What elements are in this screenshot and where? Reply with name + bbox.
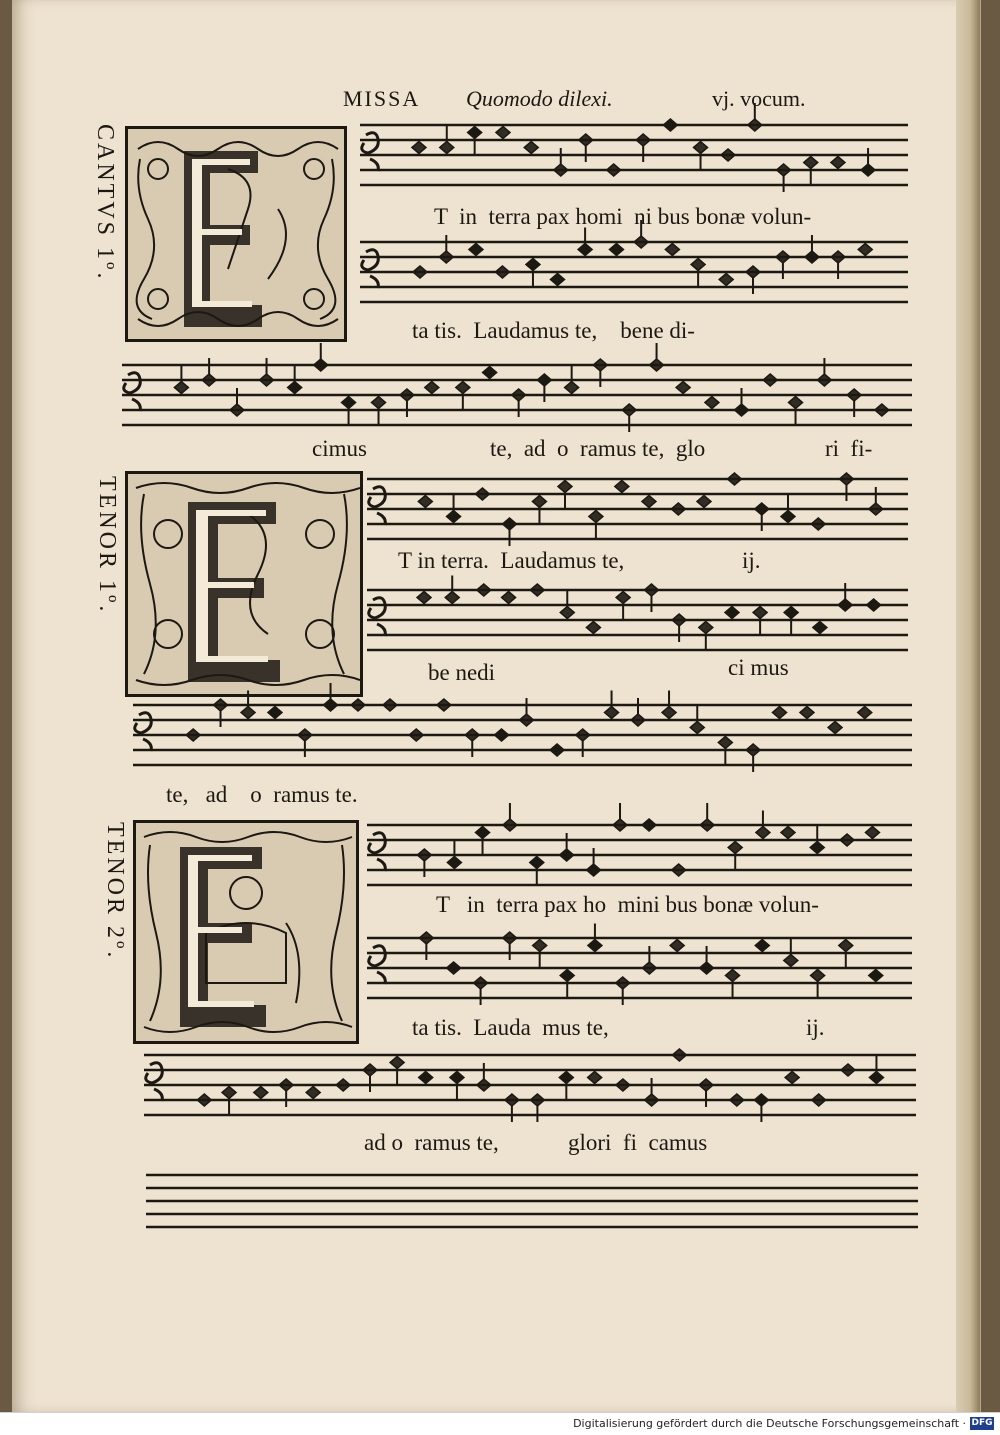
staff-tenor2-2 [367,933,912,1003]
woodcut-initial-e-1 [128,129,344,339]
staff-tenor2-1 [367,820,912,890]
page-header [0,86,1000,116]
initial-e-tenor-1 [125,471,363,697]
page-gutter [956,0,980,1412]
dfg-logo-icon: DFG [971,1418,993,1428]
header-missa: MISSA [343,86,421,111]
lyric-tenor2-3b: glori fi camus [568,1130,708,1155]
lyric-cantus-3b: te, ad o ramus te, glo [490,436,706,461]
voice-label-cantus-1: CANTVS 1º. [92,124,118,282]
voice-label-tenor-2: TENOR 2º. [102,822,128,961]
lyric-tenor2-2: ta tis. Lauda mus te, [412,1015,609,1040]
lyric-tenor1-2b: ci mus [728,655,789,680]
initial-e-cantus [125,126,347,342]
header-voices: vj. vocum. [712,86,806,111]
staff-cantus-1 [360,120,908,190]
staff-cantus-2 [360,237,908,307]
lyric-tenor1-2a: be nedi [428,660,496,685]
voice-label-tenor-1: TENOR 1º. [94,476,120,615]
staff-cantus-3 [122,360,912,430]
lyric-tenor1-1: T in terra. Laudamus te, [398,548,625,573]
staff-empty [146,1170,918,1232]
header-title: Quomodo dilexi. [466,86,613,111]
lyric-cantus-2: ta tis. Laudamus te, bene di- [412,318,695,343]
lyric-cantus-1: T in terra pax homi ni bus bonæ volun- [434,204,812,229]
lyric-tenor2-3a: ad o ramus te, [364,1130,499,1155]
lyric-tenor1-1b: ij. [742,548,761,573]
staff-tenor2-3 [144,1050,916,1120]
lyric-tenor2-1: T in terra pax ho mini bus bonæ volun- [436,892,819,917]
digitization-footer [0,1412,1000,1435]
footer-credit: Digitalisierung gefördert durch die Deutsche Forschungsgemeinschaft · [573,1417,966,1430]
woodcut-initial-e-3 [136,823,356,1041]
staff-tenor1-3 [133,700,912,770]
lyric-tenor2-2b: ij. [806,1015,825,1040]
initial-e-tenor-2 [133,820,359,1044]
staff-tenor1-1 [367,474,908,544]
staff-tenor1-2 [367,585,908,655]
lyric-cantus-3a: cimus [312,436,367,461]
woodcut-initial-e-2 [128,474,360,694]
lyric-cantus-3c: ri fi- [825,436,873,461]
lyric-tenor1-3: te, ad o ramus te. [166,782,358,807]
